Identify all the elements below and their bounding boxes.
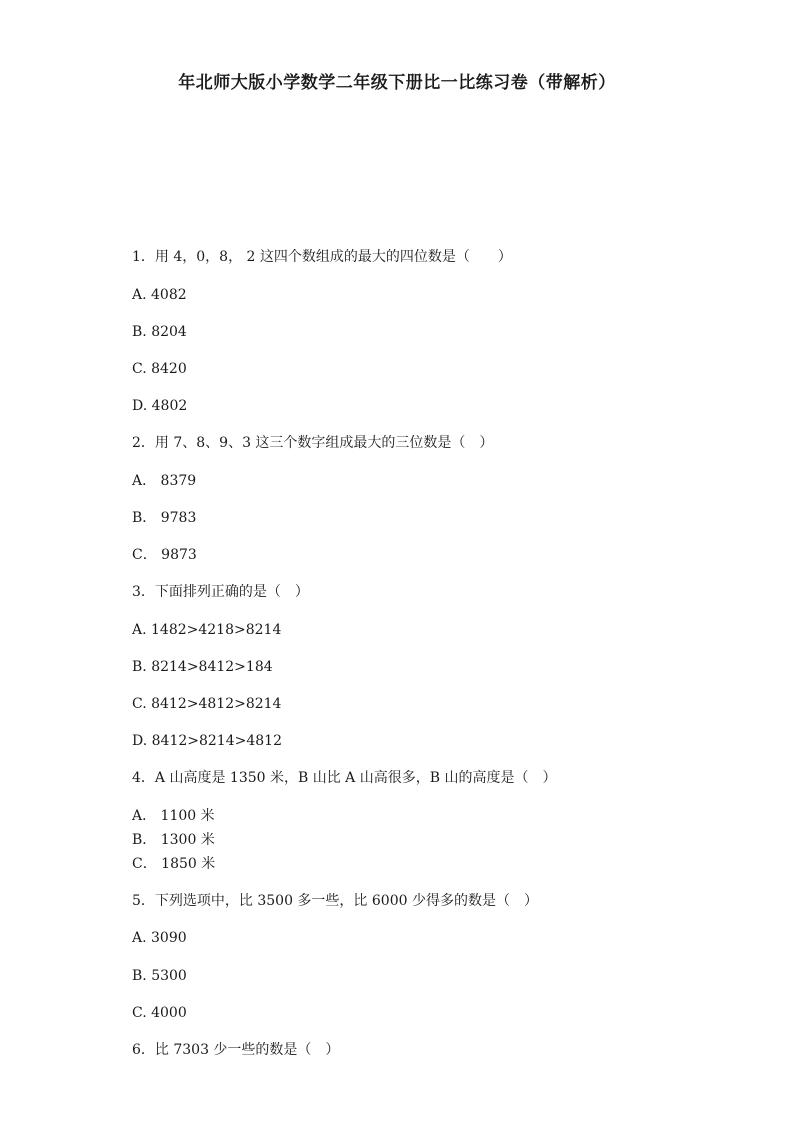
question-5-stem: 5．下列选项中，比 3500 多一些，比 6000 少得多的数是（ ） <box>132 893 538 909</box>
question-3-stem: 3．下面排列正确的是（ ） <box>132 584 309 600</box>
question-1-option-c: C. 8420 <box>132 361 187 377</box>
question-3-option-c: C. 8412>4812>8214 <box>132 696 282 712</box>
question-1-option-b: B. 8204 <box>132 324 187 340</box>
question-6-stem: 6．比 7303 少一些的数是（ ） <box>132 1042 340 1058</box>
question-2-option-b: B． 9783 <box>132 510 197 526</box>
question-3-option-b: B. 8214>8412>184 <box>132 659 273 675</box>
question-5-option-a: A. 3090 <box>132 930 187 946</box>
question-1-option-d: D. 4802 <box>132 398 188 414</box>
question-4-option-b: B． 1300 米 <box>132 832 215 848</box>
question-5-option-b: B. 5300 <box>132 968 187 984</box>
question-3-option-d: D. 8412>8214>4812 <box>132 733 282 749</box>
page-title: 年北师大版小学数学二年级下册比一比练习卷（带解析） <box>178 73 616 93</box>
question-2-option-a: A． 8379 <box>132 473 197 489</box>
question-1-option-a: A. 4082 <box>132 287 187 303</box>
question-5-option-c: C. 4000 <box>132 1005 187 1021</box>
question-2-stem: 2．用 7、8、9、3 这三个数字组成最大的三位数是（ ） <box>132 435 494 451</box>
question-1-stem: 1．用 4，0，8， 2 这四个数组成的最大的四位数是（ ） <box>132 249 512 265</box>
question-4-option-c: C． 1850 米 <box>132 856 216 872</box>
question-4-option-a: A． 1100 米 <box>132 808 215 824</box>
question-3-option-a: A. 1482>4218>8214 <box>132 622 282 638</box>
question-2-option-c: C． 9873 <box>132 547 197 563</box>
question-4-stem: 4．A 山高度是 1350 米，B 山比 A 山高很多，B 山的高度是（ ） <box>132 770 557 786</box>
